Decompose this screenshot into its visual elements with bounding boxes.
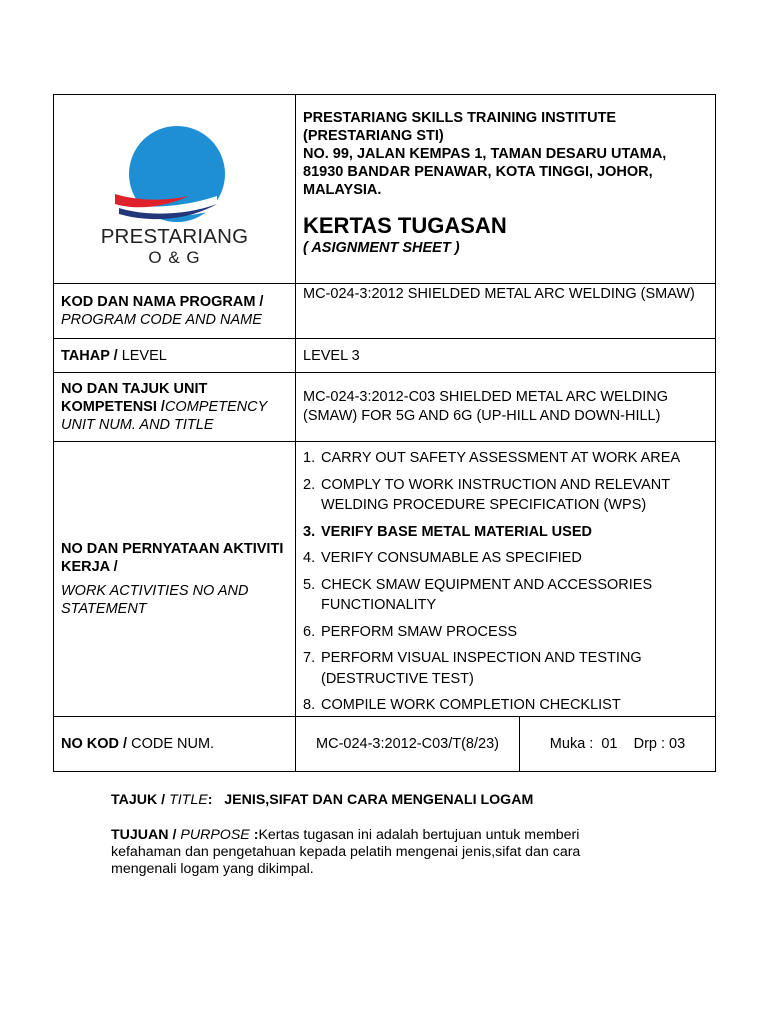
prestariang-globe-icon [105,124,245,224]
institute-country: MALAYSIA. [303,182,382,198]
activity-item: 8. COMPILE WORK COMPLETION CHECKLIST [303,697,621,713]
assignment-purpose: TUJUAN / PURPOSE :Kertas tugasan ini adalah bertujuan untuk memberi kefahaman dan pengetahuan kepada pelatih mengenai jenis,sifat dan cara mengenali logam yang dikimpal. [111,827,581,877]
activities-row [54,442,716,717]
activity-item: 2. COMPLY TO WORK INSTRUCTION AND RELEVANT WELDING PROCEDURE SPECIFICATION (WPS) [303,476,670,513]
unit-value: MC-024-3:2012-C03 SHIELDED METAL ARC WELDING (SMAW) FOR 5G AND 6G (UP-HILL AND DOWN-HILL) [296,373,716,442]
institute-address-2: 81930 BANDAR PENAWAR, KOTA TINGGI, JOHOR, [303,164,653,180]
activities-label: NO DAN PERNYATAAN AKTIVITI KERJA / WORK ACTIVITIES NO AND STATEMENT [54,442,296,717]
code-value: MC-024-3:2012-C03/T(8/23) [296,716,520,771]
unit-label: NO DAN TAJUK UNIT KOMPETENSI /COMPETENCY UNIT NUM. AND TITLE [54,373,296,442]
purpose-text: Kertas tugasan ini adalah bertujuan untuk memberi kefahaman dan pengetahuan kepada pelatih mengenai jenis,sifat dan cara mengenali logam yang dikimpal. [111,827,581,877]
assignment-title-line: TAJUK / TITLE: JENIS,SIFAT DAN CARA MENGENALI LOGAM [111,792,534,808]
institute-cell [296,95,716,284]
logo-subtitle: O & G [148,248,201,267]
institute-name: PRESTARIANG SKILLS TRAINING INSTITUTE [303,110,617,126]
activity-item: 1. CARRY OUT SAFETY ASSESSMENT AT WORK AREA [303,450,681,466]
document-subtitle: ( ASIGNMENT SHEET ) [303,240,460,256]
activities-list [303,448,708,716]
page-info: Muka : 01 Drp : 03 [520,716,716,771]
code-label: NO KOD / CODE NUM. [54,716,296,771]
institute-address-1: NO. 99, JALAN KEMPAS 1, TAMAN DESARU UTAMA, [303,146,667,162]
level-value: LEVEL 3 [296,339,716,373]
activity-item: 4. VERIFY CONSUMABLE AS SPECIFIED [303,550,582,566]
activity-item: 7. PERFORM VISUAL INSPECTION AND TESTING (DESTRUCTIVE TEST) [303,650,642,687]
level-row [54,339,716,373]
code-row [54,716,716,771]
document-title: KERTAS TUGASAN [303,213,507,238]
institute-abbrev: (PRESTARIANG STI) [303,128,444,144]
header-table [53,94,716,772]
unit-row [54,373,716,442]
program-row [54,284,716,339]
logo-wordmark: PRESTARIANG [100,225,249,248]
activity-item: 5. CHECK SMAW EQUIPMENT AND ACCESSORIES FUNCTIONALITY [303,576,653,613]
header-row [54,95,716,284]
activities-list-cell [296,442,716,717]
program-label: KOD DAN NAMA PROGRAM / PROGRAM CODE AND NAME [54,284,296,339]
assignment-title: JENIS,SIFAT DAN CARA MENGENALI LOGAM [224,792,534,808]
level-label: TAHAP / LEVEL [54,339,296,373]
logo-cell [54,95,296,284]
activity-item-highlighted: 3. VERIFY BASE METAL MATERIAL USED [303,523,592,540]
program-value: MC-024-3:2012 SHIELDED METAL ARC WELDING (SMAW) [296,284,716,339]
activity-item: 6. PERFORM SMAW PROCESS [303,623,518,640]
prestariang-logo [54,110,295,268]
